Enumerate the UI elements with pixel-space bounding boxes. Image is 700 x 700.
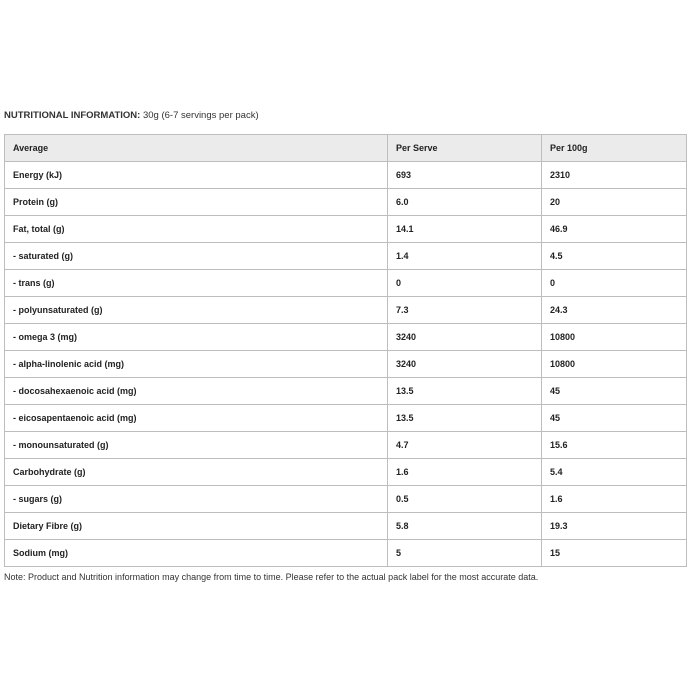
per-serve-value: 13.5 [388, 405, 542, 432]
table-row [5, 189, 687, 216]
table-row [5, 297, 687, 324]
per-serve-value: 5.8 [388, 513, 542, 540]
nutrient-name: Dietary Fibre (g) [5, 513, 388, 540]
table-row [5, 486, 687, 513]
per-serve-value: 7.3 [388, 297, 542, 324]
nutrient-name: Sodium (mg) [5, 540, 388, 567]
table-row [5, 243, 687, 270]
nutrient-name: - polyunsaturated (g) [5, 297, 388, 324]
per-100g-value: 4.5 [542, 243, 687, 270]
per-serve-value: 0.5 [388, 486, 542, 513]
per-100g-value: 0 [542, 270, 687, 297]
per-100g-value: 46.9 [542, 216, 687, 243]
per-serve-value: 3240 [388, 324, 542, 351]
nutrient-name: Protein (g) [5, 189, 388, 216]
table-row [5, 162, 687, 189]
per-serve-value: 0 [388, 270, 542, 297]
nutrient-name: - monounsaturated (g) [5, 432, 388, 459]
table-row [5, 513, 687, 540]
disclaimer-note: Note: Product and Nutrition information may change from time to time. Please refer to the actual pack label for the most accurate data. [4, 572, 539, 582]
nutrient-name: - eicosapentaenoic acid (mg) [5, 405, 388, 432]
table-row [5, 216, 687, 243]
per-100g-value: 19.3 [542, 513, 687, 540]
table-row [5, 351, 687, 378]
serving-size: 30g (6-7 servings per pack) [142, 110, 259, 121]
nutrient-name: - alpha-linolenic acid (mg) [5, 351, 388, 378]
table-row [5, 324, 687, 351]
per-100g-value: 45 [542, 378, 687, 405]
per-serve-value: 13.5 [388, 378, 542, 405]
table-row [5, 378, 687, 405]
nutrient-name: - omega 3 (mg) [5, 324, 388, 351]
nutrient-name: - sugars (g) [5, 486, 388, 513]
per-100g-value: 2310 [542, 162, 687, 189]
per-100g-value: 24.3 [542, 297, 687, 324]
table-row [5, 405, 687, 432]
nutrition-table [4, 134, 687, 567]
nutrition-heading [4, 110, 259, 121]
nutrient-name: Fat, total (g) [5, 216, 388, 243]
nutrient-name: Carbohydrate (g) [5, 459, 388, 486]
table-row [5, 459, 687, 486]
per-100g-value: 20 [542, 189, 687, 216]
per-100g-value: 45 [542, 405, 687, 432]
table-row [5, 432, 687, 459]
column-header-average: Average [5, 135, 388, 162]
per-serve-value: 3240 [388, 351, 542, 378]
table-header-row [5, 135, 687, 162]
per-serve-value: 1.4 [388, 243, 542, 270]
per-serve-value: 5 [388, 540, 542, 567]
per-serve-value: 1.6 [388, 459, 542, 486]
per-100g-value: 5.4 [542, 459, 687, 486]
per-100g-value: 10800 [542, 351, 687, 378]
per-100g-value: 15.6 [542, 432, 687, 459]
heading-label: NUTRITIONAL INFORMATION: [4, 110, 141, 121]
table-row [5, 270, 687, 297]
nutrient-name: - docosahexaenoic acid (mg) [5, 378, 388, 405]
per-100g-value: 1.6 [542, 486, 687, 513]
per-serve-value: 14.1 [388, 216, 542, 243]
nutrient-name: - trans (g) [5, 270, 388, 297]
per-100g-value: 10800 [542, 324, 687, 351]
table-row [5, 540, 687, 567]
nutrient-name: - saturated (g) [5, 243, 388, 270]
per-100g-value: 15 [542, 540, 687, 567]
column-header-per-100g: Per 100g [542, 135, 687, 162]
nutrient-name: Energy (kJ) [5, 162, 388, 189]
column-header-per-serve: Per Serve [388, 135, 542, 162]
per-serve-value: 4.7 [388, 432, 542, 459]
per-serve-value: 693 [388, 162, 542, 189]
per-serve-value: 6.0 [388, 189, 542, 216]
